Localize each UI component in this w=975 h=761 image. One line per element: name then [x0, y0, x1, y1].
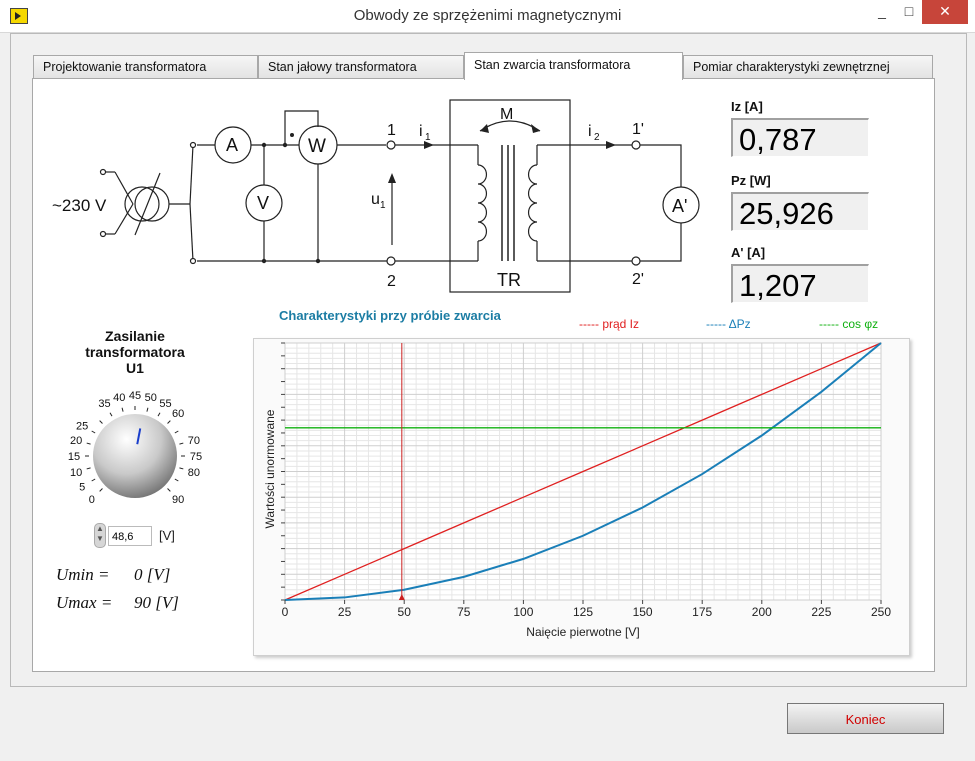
i2-label: i: [588, 123, 592, 140]
umax-label: Umax =: [56, 593, 113, 612]
a2-indicator: 1,207: [731, 264, 869, 303]
node-1p-label: 1': [632, 121, 644, 138]
umin-value: 0 [V]: [134, 565, 171, 584]
knob-scale-label: 55: [159, 398, 172, 411]
tab-pomiar-charakterystyki[interactable]: Pomiar charakterystyki zewnętrznej: [683, 55, 933, 78]
supply-knob[interactable]: [55, 383, 215, 518]
knob-scale-label: 25: [76, 420, 89, 433]
x-tick-label: 175: [692, 605, 713, 619]
knob-tick: [110, 413, 112, 416]
legend-cos: ----- cos φz: [819, 317, 879, 331]
knob-tick: [175, 479, 178, 481]
ammeter2-symbol: A': [672, 196, 688, 216]
x-tick-label: 25: [337, 605, 352, 619]
pz-indicator: 25,926: [731, 192, 869, 231]
umax-value: 90 [V]: [134, 593, 179, 612]
i1-label: i: [419, 123, 423, 140]
u1-subscript: 1: [380, 200, 386, 211]
ammeter-symbol: A: [226, 135, 239, 155]
voltmeter-symbol: V: [257, 193, 270, 213]
supply-title: [60, 328, 210, 376]
knob-scale-label: 80: [187, 466, 201, 479]
tab-projektowanie[interactable]: Projektowanie transformatora: [33, 55, 258, 78]
knob-tick: [168, 489, 171, 492]
knob-tick: [87, 468, 91, 469]
knob-tick: [87, 443, 91, 444]
knob-tick: [100, 421, 103, 424]
x-tick-label: 200: [751, 605, 772, 619]
chart-title: Charakterystyki przy próbie zwarcia: [279, 308, 501, 323]
x-tick-label: 125: [572, 605, 594, 619]
window-title: Obwody ze sprzężenimi magnetycznymi: [353, 7, 622, 24]
tab-stan-zwarcia[interactable]: Stan zwarcia transformatora: [464, 52, 683, 80]
node-2p-label: 2': [632, 271, 644, 288]
supply-unit: [V]: [159, 528, 175, 543]
wattmeter-symbol: W: [308, 136, 326, 157]
knob-scale-label: 45: [128, 390, 142, 402]
knob-tick: [92, 479, 95, 481]
knob-scale-label: 70: [187, 435, 201, 448]
x-tick-label: 75: [457, 605, 471, 619]
legend-dpz: ----- ΔPz: [706, 317, 751, 331]
source-label: ~230 V: [52, 196, 107, 215]
supply-voltage-input[interactable]: 48,6: [108, 526, 152, 546]
x-tick-label: 50: [397, 605, 411, 619]
koniec-button[interactable]: Koniec: [787, 703, 944, 734]
knob-scale-label: 60: [172, 407, 185, 420]
knob-tick: [168, 421, 171, 424]
knob-scale-label: 40: [113, 392, 126, 405]
a2-label: A' [A]: [731, 245, 766, 260]
knob-tick: [175, 431, 178, 433]
x-tick-label: 250: [870, 605, 892, 619]
node-1-label: 1: [387, 122, 396, 139]
supply-title-line2: transformatora: [85, 344, 185, 360]
knob-tick: [179, 443, 183, 444]
x-axis-label: Naięcie pierwotne [V]: [526, 625, 640, 639]
i2-subscript: 2: [594, 132, 600, 143]
i1-subscript: 1: [425, 132, 431, 143]
knob-scale-label: 20: [69, 435, 83, 448]
knob-tick: [92, 431, 95, 433]
knob-tick: [158, 413, 160, 416]
knob-scale-label: 35: [98, 398, 111, 411]
knob-scale-label: 10: [69, 466, 83, 479]
umin-label: Umin =: [56, 565, 110, 584]
y-axis-label: Wartości unormowane: [263, 409, 277, 529]
supply-title-line1: Zasilanie: [105, 328, 165, 344]
x-tick-label: 225: [811, 605, 832, 619]
knob-scale-label: 90: [172, 494, 185, 507]
iz-indicator: 0,787: [731, 118, 869, 157]
knob-body[interactable]: [93, 414, 177, 498]
u1-label: u: [371, 191, 380, 208]
knob-scale-label: 15: [67, 451, 81, 463]
chart-plot: [253, 338, 908, 628]
knob-scale-label: 75: [189, 451, 203, 463]
knob-tick: [179, 468, 183, 469]
pz-label: Pz [W]: [731, 173, 771, 188]
minimize-button[interactable]: _: [878, 3, 886, 19]
knob-scale-label: 5: [79, 481, 86, 494]
tab-stan-jalowy[interactable]: Stan jałowy transformatora: [258, 55, 464, 78]
node-2-label: 2: [387, 273, 396, 290]
legend-iz: ----- prąd Iz: [579, 317, 639, 331]
knob-scale-label: 0: [88, 494, 95, 507]
knob-tick: [147, 408, 148, 412]
knob-tick: [122, 408, 123, 412]
x-tick-label: 100: [513, 605, 534, 619]
title-bar: [0, 0, 975, 33]
knob-tick: [100, 489, 103, 492]
iz-label: Iz [A]: [731, 99, 763, 114]
maximize-button[interactable]: □: [904, 3, 914, 19]
knob-scale-label: 50: [144, 392, 157, 405]
x-tick-label: 0: [281, 605, 289, 619]
close-button[interactable]: ✕: [922, 0, 968, 24]
transformer-label: TR: [497, 270, 521, 290]
circuit-diagram: [40, 95, 700, 300]
supply-title-line3: U1: [126, 360, 144, 376]
mutual-label: M: [500, 106, 514, 123]
value-stepper[interactable]: ▲ ▼: [94, 523, 106, 548]
x-tick-label: 150: [632, 605, 653, 619]
